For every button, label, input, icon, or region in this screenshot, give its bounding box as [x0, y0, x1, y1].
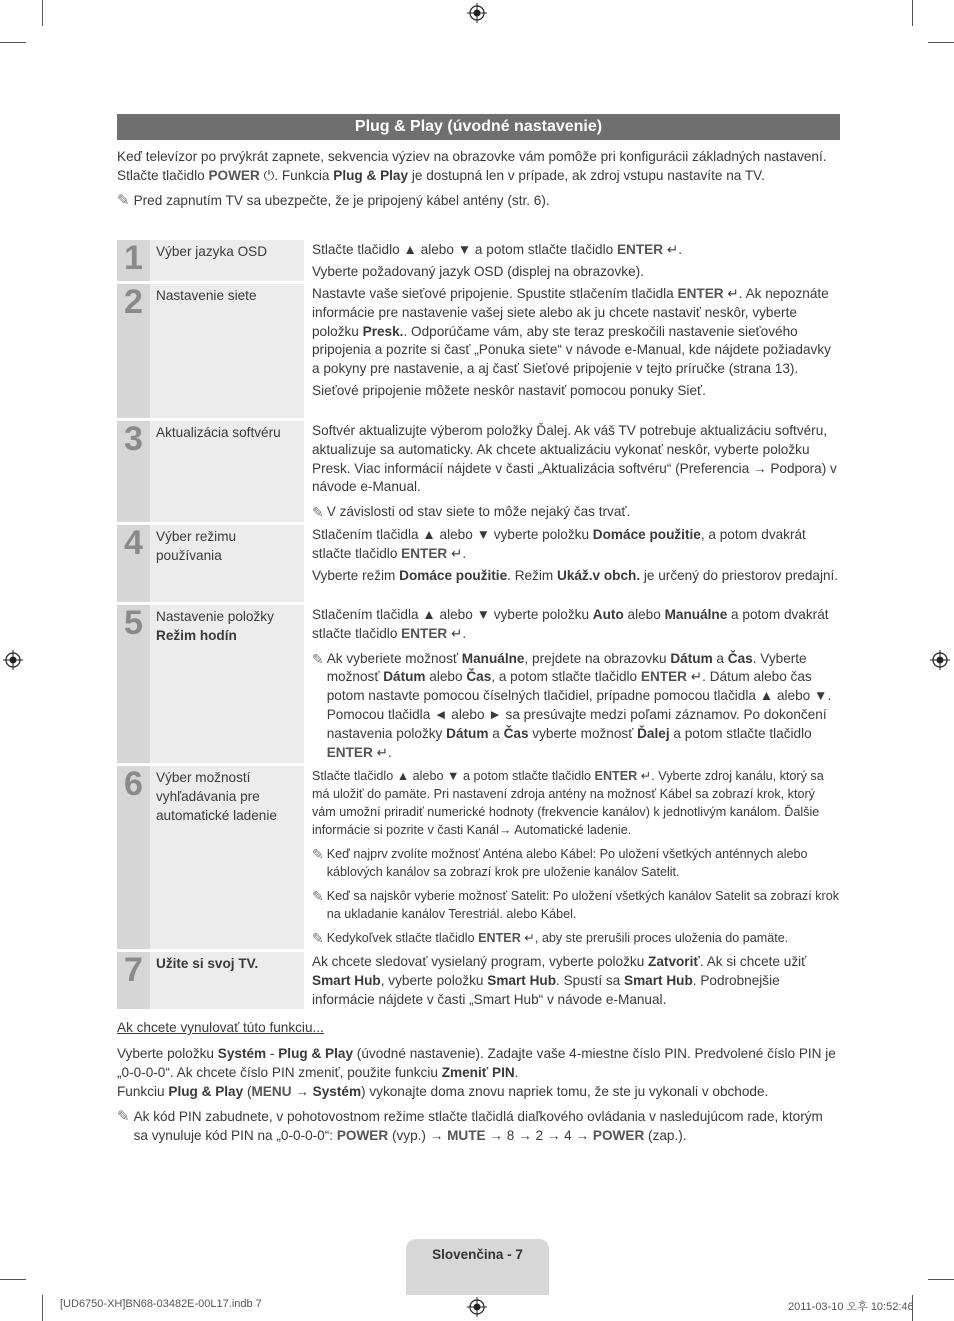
step-content: Nastavte vaše sieťové pripojenie. Spustite stlačením tlačidla ENTER ↵. Ak nepoznáte informácie pre nastavenie vašej siete alebo ak ju chcete nastaviť neskôr, vyberte položku Presk.. Odporúčame vám, aby ste teraz preskočili nastavenie sieťového pripojenia a pozrite si časť „Ponuka siete“ v návode e-Manual, kde nájdete požiadavky a pokyny pre nastavenie, a aj časť Sieťové pripojenie v tejto príručke (strana 13). Sieťové pripojenie môžete neskôr nastaviť pomocou ponuky Sieť.: [304, 284, 840, 418]
step-row: [117, 766, 840, 949]
crop-mark: [928, 1279, 954, 1280]
step-label: Nastavenie položky Režim hodín: [150, 605, 304, 763]
power-icon: ⏻: [259, 168, 275, 183]
reset-heading: Ak chcete vynulovať túto funkciu...: [117, 1020, 324, 1035]
step-content: Stlačením tlačidla ▲ alebo ▼ vyberte položku Auto alebo Manuálne a potom dvakrát stlačte tlačidlo ENTER ↵. ✎ Ak vyberiete možnosť Manuálne, prejdete na obrazovku Dátum a Čas. Vyberte možnosť Dátum alebo Čas, a potom stlačte tlačidlo ENTER ↵. Dátum alebo čas potom nastavte pomocou číselných tlačidiel, prípadne pomocou tlačidla ▲ alebo ▼. Pomocou tlačidla ◄ alebo ► sa presúvajte medzi poľami záznamov. Po dokončení nastavenia položky Dátum a Čas vyberte možnosť Ďalej a potom stlačte tlačidlo ENTER ↵.: [304, 605, 840, 763]
step-row: [117, 952, 840, 1009]
step-content: Ak chcete sledovať vysielaný program, vyberte položku Zatvoriť. Ak si chcete užiť Smart Hub, vyberte položku Smart Hub. Spustí sa Smart Hub. Podrobnejšie informácie nájdete v časti „Smart Hub“ v návode e-Manual.: [312, 954, 807, 1007]
step-label: Užite si svoj TV.: [150, 952, 304, 1009]
enter-icon: ↵: [686, 669, 703, 685]
crop-mark: [42, 1295, 43, 1321]
step-number: 1: [117, 240, 150, 281]
enter-icon: ↵: [520, 931, 535, 945]
registration-mark-icon: [467, 1297, 487, 1317]
step-content: Stlačením tlačidla ▲ alebo ▼ vyberte položku Domáce použitie, a potom dvakrát stlačte tlačidlo ENTER ↵. Vyberte režim Domáce použitie. Režim Ukáž.v obch. je určený do priestorov predajní.: [304, 525, 840, 602]
page-number-tab: Slovenčina - 7: [406, 1239, 549, 1295]
note-pencil-icon: ✎: [312, 930, 324, 946]
note-pencil-icon: ✎: [312, 650, 324, 667]
crop-mark: [928, 42, 954, 43]
enter-icon: ↵: [447, 625, 463, 641]
print-timestamp: 2011-03-10 오후 10:52:46: [788, 1301, 914, 1313]
note-pencil-icon: ✎: [117, 192, 130, 209]
enter-icon: ↵: [723, 286, 739, 301]
step-row: [117, 421, 840, 522]
print-slug: [UD6750-XH]BN68-03482E-00L17.indb 7: [60, 1298, 262, 1310]
step-number: 6: [117, 766, 150, 949]
note-pencil-icon: ✎: [312, 846, 324, 862]
step-row: [117, 240, 840, 281]
enter-icon: ↵: [663, 242, 679, 257]
step-label: Nastavenie siete: [150, 284, 304, 418]
step-number: 2: [117, 284, 150, 418]
step-row: [117, 284, 840, 418]
reset-note: ✎ Ak kód PIN zabudnete, v pohotovostnom režime stlačte tlačidlá diaľkového ovládania v nasledujúcom rade, ktorým sa vynuluje kód PIN na „0-0-0-0“: POWER (vyp.) → MUTE → 8 → 2 → 4 → POWER (zap.).: [117, 1108, 823, 1143]
step-content: Stlačte tlačidlo ▲ alebo ▼ a potom stlačte tlačidlo ENTER ↵. Vyberte požadovaný jazyk OSD (displej na obrazovke).: [304, 240, 840, 281]
intro: [117, 147, 839, 210]
step-number: 5: [117, 605, 150, 763]
section-title: Plug & Play (úvodné nastavenie): [117, 114, 840, 140]
crop-mark: [42, 0, 43, 26]
step-row: [117, 605, 840, 763]
step-label: Výber režimu používania: [150, 525, 304, 602]
intro-note: ✎ Pred zapnutím TV sa ubezpečte, že je pripojený kábel antény (str. 6).: [117, 192, 550, 209]
step-label: Aktualizácia softvéru: [150, 421, 304, 522]
reset-paragraph: Vyberte položku Systém - Plug & Play (úvodné nastavenie). Zadajte vaše 4-miestne číslo PIN. Predvolené číslo PIN je „0-0-0-0“. Ak chcete číslo PIN zmeniť, použite funkciu Zmeniť PIN.: [117, 1046, 836, 1080]
enter-icon: ↵: [372, 744, 388, 760]
registration-mark-icon: [3, 650, 23, 670]
note-pencil-icon: ✎: [312, 504, 324, 521]
step-row: [117, 525, 840, 602]
crop-mark: [0, 42, 26, 43]
step-number: 7: [117, 952, 150, 1009]
registration-mark-icon: [467, 3, 487, 23]
note-pencil-icon: ✎: [312, 888, 324, 904]
steps-table: [117, 240, 840, 1012]
reset-section: [117, 1018, 839, 1145]
note-pencil-icon: ✎: [117, 1108, 130, 1125]
step-content: Stlačte tlačidlo ▲ alebo ▼ a potom stlačte tlačidlo ENTER ↵. Vyberte zdroj kanálu, ktorý sa má uložiť do pamäte. Pri nastavení zdroja antény na možnosť Kábel sa zobrazí krok, ktorý vám umožní priradiť numerické hodnoty (frekvencie kanálov) k jednotlivým kanálom. Ďalšie informácie si pozrite v časti Kanál→ Automatické ladenie. ✎ Keď najprv zvolíte možnosť Anténa alebo Kábel: Po uložení všetkých anténnych alebo káblových kanálov sa zobrazí krok pre uloženie kanálov Satelit. ✎ Keď sa najskôr vyberie možnosť Satelit: Po uložení všetkých kanálov Satelit sa zobrazí krok na ukladanie kanálov Terestriál. alebo Kábel. ✎ Kedykoľvek stlačte tlačidlo ENTER ↵, aby ste prerušili proces uloženia do pamäte.: [312, 769, 839, 946]
intro-paragraph: Keď televízor po prvýkrát zapnete, sekvencia výziev na obrazovke vám pomôže pri konfigurácii základných nastavení. Stlačte tlačidlo POWER ⏻. Funkcia Plug & Play je dostupná len v prípade, ak zdroj vstupu nastavíte na TV.: [117, 149, 827, 183]
step-number: 4: [117, 525, 150, 602]
enter-icon: ↵: [637, 769, 652, 783]
crop-mark: [0, 1279, 26, 1280]
crop-mark: [912, 0, 913, 26]
enter-icon: ↵: [447, 545, 463, 561]
step-content: Softvér aktualizujte výberom položky Ďalej. Ak váš TV potrebuje aktualizáciu softvéru, aktualizuje sa automaticky. Ak chcete aktualizáciu vykonať neskôr, vyberte položku Presk. Viac informácií nájdete v časti „Aktualizácia softvéru“ (Preferencia → Podpora) v návode e-Manual. ✎ V závislosti od stav siete to môže nejaký čas trvať.: [312, 423, 837, 521]
step-label: Výber možností vyhľadávania pre automatické ladenie: [150, 766, 304, 949]
reset-paragraph: Funkciu Plug & Play (MENU → Systém) vykonajte doma znovu napriek tomu, že ste ju vykonali v obchode.: [117, 1084, 769, 1099]
step-number: 3: [117, 421, 150, 522]
registration-mark-icon: [930, 650, 950, 670]
step-label: Výber jazyka OSD: [150, 240, 304, 281]
